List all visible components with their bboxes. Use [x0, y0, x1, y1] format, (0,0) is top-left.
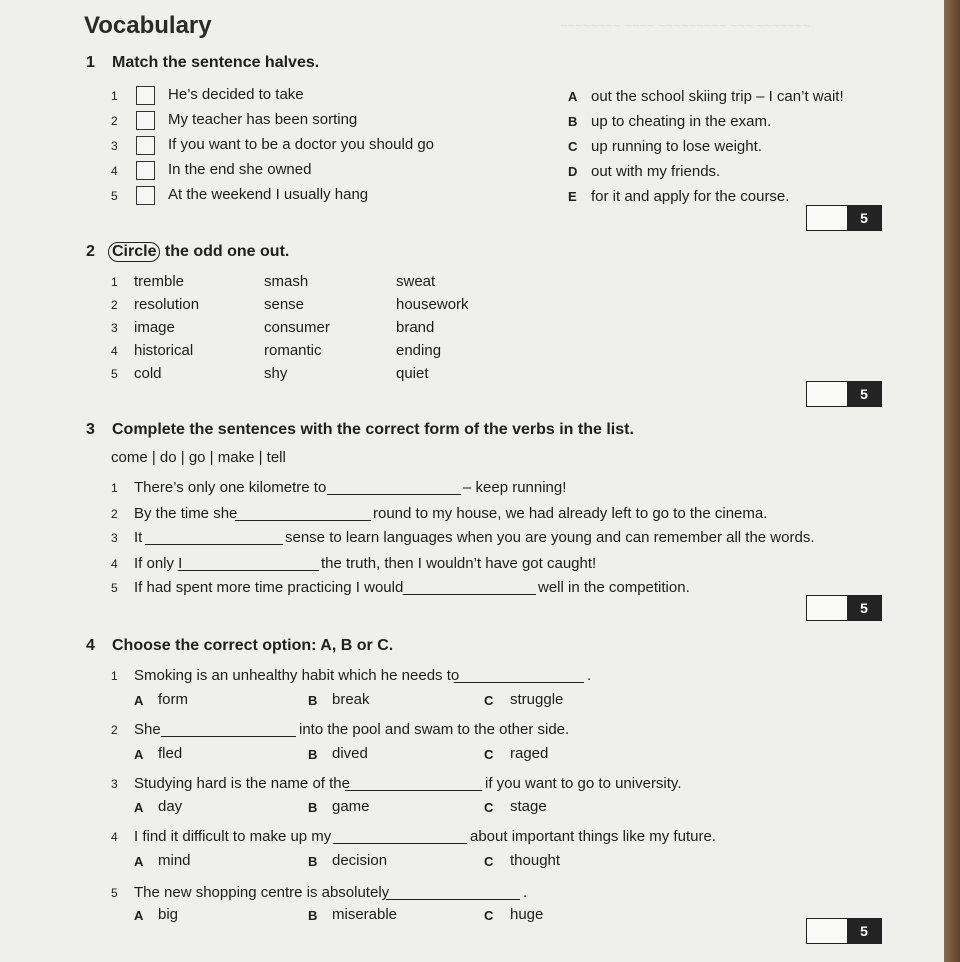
- answer-box[interactable]: [136, 136, 155, 155]
- sentence-first-half: At the weekend I usually hang: [168, 186, 369, 203]
- sentence-start: It: [134, 529, 143, 546]
- option-letter: B: [308, 747, 318, 762]
- option-letter: C: [484, 800, 494, 815]
- bleed-through-texture: ~~~~~~~~ ~~~~ ~~~~~~~~~ ~~~ ~~~~~~~: [560, 18, 810, 33]
- answer-option[interactable]: stage: [510, 798, 547, 815]
- answer-option[interactable]: mind: [158, 852, 191, 869]
- item-number: 3: [111, 777, 118, 791]
- option-letter: C: [568, 139, 578, 154]
- answer-option[interactable]: decision: [332, 852, 388, 869]
- answer-option[interactable]: thought: [510, 852, 561, 869]
- option-letter: B: [308, 800, 318, 815]
- item-number: 1: [111, 669, 118, 683]
- item-number: 4: [111, 830, 118, 844]
- question-end: .: [523, 884, 528, 901]
- sentence-end: well in the competition.: [538, 579, 690, 596]
- answer-blank[interactable]: [178, 558, 319, 571]
- exercise-1-heading: [86, 54, 319, 72]
- sentence-start: If had spent more time practicing I would: [134, 579, 404, 596]
- answer-blank[interactable]: [161, 724, 296, 737]
- exercise-instruction: Match the sentence halves.: [112, 54, 320, 71]
- score-value: 5: [847, 596, 881, 620]
- answer-option[interactable]: day: [158, 798, 183, 815]
- question-start: I find it difficult to make up my: [134, 828, 332, 845]
- score-value: 5: [847, 206, 881, 230]
- item-number: 3: [111, 531, 118, 545]
- item-number: 4: [111, 557, 118, 571]
- answer-option[interactable]: break: [332, 691, 370, 708]
- exercise-instruction: the odd one out.: [164, 243, 290, 260]
- exercise-number: 3: [86, 421, 95, 438]
- option-letter: C: [484, 693, 494, 708]
- option-letter: B: [308, 908, 318, 923]
- table-edge: [944, 0, 960, 962]
- word-option[interactable]: sweat: [396, 273, 436, 290]
- word-option[interactable]: tremble: [134, 273, 185, 290]
- answer-blank[interactable]: [333, 831, 467, 844]
- answer-option[interactable]: struggle: [510, 691, 564, 708]
- option-letter: A: [134, 800, 144, 815]
- word-option[interactable]: image: [134, 319, 175, 336]
- sentence-second-half: for it and apply for the course.: [591, 188, 790, 205]
- sentence-first-half: If you want to be a doctor you should go: [168, 136, 435, 153]
- item-number: 2: [111, 723, 118, 737]
- sentence-second-half: out with my friends.: [591, 163, 721, 180]
- exercise-number: 4: [86, 637, 95, 654]
- answer-blank[interactable]: [403, 582, 536, 595]
- answer-option[interactable]: huge: [510, 906, 544, 923]
- answer-blank[interactable]: [386, 887, 520, 900]
- option-letter: B: [568, 114, 578, 129]
- item-number: 1: [111, 89, 118, 103]
- question-start: The new shopping centre is absolutely: [134, 884, 390, 901]
- exercise-4-heading: [86, 637, 393, 655]
- option-letter: C: [484, 908, 494, 923]
- item-number: 4: [111, 344, 118, 358]
- circled-word: Circle: [108, 242, 160, 262]
- word-option[interactable]: sense: [264, 296, 305, 313]
- exercise-3-heading: [86, 421, 634, 439]
- item-number: 5: [111, 367, 118, 381]
- item-number: 5: [111, 581, 118, 595]
- word-option[interactable]: consumer: [264, 319, 330, 336]
- answer-option[interactable]: form: [158, 691, 188, 708]
- sentence-first-half: In the end she owned: [168, 161, 312, 178]
- option-letter: A: [568, 89, 578, 104]
- answer-box[interactable]: [136, 111, 155, 130]
- answer-option[interactable]: dived: [332, 745, 368, 762]
- word-option[interactable]: resolution: [134, 296, 200, 313]
- answer-option[interactable]: fled: [158, 745, 183, 762]
- sentence-end: the truth, then I wouldn’t have got caught!: [321, 555, 597, 572]
- option-letter: A: [134, 693, 144, 708]
- sentence-end: – keep running!: [463, 479, 567, 496]
- sentence-second-half: up to cheating in the exam.: [591, 113, 772, 130]
- option-letter: C: [484, 747, 494, 762]
- score-value: 5: [847, 919, 881, 943]
- word-option[interactable]: brand: [396, 319, 435, 336]
- item-number: 2: [111, 507, 118, 521]
- option-letter: A: [134, 908, 144, 923]
- exercise-instruction: Complete the sentences with the correct form of the verbs in the list.: [112, 421, 634, 438]
- word-option[interactable]: housework: [396, 296, 469, 313]
- sentence-first-half: He’s decided to take: [168, 86, 304, 103]
- score-box-ex2[interactable]: [806, 381, 882, 407]
- question-end: into the pool and swam to the other side.: [299, 721, 570, 738]
- answer-blank[interactable]: [454, 670, 584, 683]
- option-letter: A: [134, 854, 144, 869]
- sentence-start: There’s only one kilometre to: [134, 479, 327, 496]
- question-end: .: [587, 667, 592, 684]
- answer-blank[interactable]: [145, 532, 283, 545]
- answer-box[interactable]: [136, 186, 155, 205]
- answer-blank[interactable]: [235, 508, 371, 521]
- sentence-first-half: My teacher has been sorting: [168, 111, 358, 128]
- item-number: 2: [111, 298, 118, 312]
- answer-option[interactable]: miserable: [332, 906, 398, 923]
- question-start: Smoking is an unhealthy habit which he needs to: [134, 667, 460, 684]
- word-option[interactable]: historical: [134, 342, 194, 359]
- word-option[interactable]: ending: [396, 342, 442, 359]
- item-number: 5: [111, 886, 118, 900]
- option-letter: B: [308, 693, 318, 708]
- item-number: 2: [111, 114, 118, 128]
- word-option[interactable]: smash: [264, 273, 309, 290]
- word-option[interactable]: quiet: [396, 365, 429, 382]
- word-option[interactable]: cold: [134, 365, 162, 382]
- score-box-ex1[interactable]: [806, 205, 882, 231]
- option-letter: B: [308, 854, 318, 869]
- exercise-number: 1: [86, 54, 95, 71]
- question-start: She: [134, 721, 161, 738]
- score-box-ex3[interactable]: [806, 595, 882, 621]
- answer-option[interactable]: big: [158, 906, 179, 923]
- answer-option[interactable]: game: [332, 798, 370, 815]
- sentence-start: If only I: [134, 555, 183, 572]
- answer-option[interactable]: raged: [510, 745, 549, 762]
- score-value: 5: [847, 382, 881, 406]
- word-option[interactable]: romantic: [264, 342, 322, 359]
- word-option[interactable]: shy: [264, 365, 288, 382]
- option-letter: C: [484, 854, 494, 869]
- verb-word-list: come | do | go | make | tell: [111, 449, 286, 466]
- exercise-number: 2: [86, 243, 95, 260]
- page-title: Vocabulary: [84, 12, 212, 39]
- score-box-ex4[interactable]: [806, 918, 882, 944]
- exercise-instruction: Choose the correct option: A, B or C.: [112, 637, 394, 654]
- exercise-2-heading: [86, 242, 289, 262]
- option-letter: A: [134, 747, 144, 762]
- option-letter: E: [568, 189, 577, 204]
- question-end: about important things like my future.: [470, 828, 716, 845]
- answer-blank[interactable]: [345, 778, 482, 791]
- item-number: 3: [111, 139, 118, 153]
- item-number: 5: [111, 189, 118, 203]
- item-number: 4: [111, 164, 118, 178]
- question-start: Studying hard is the name of the: [134, 775, 350, 792]
- sentence-end: sense to learn languages when you are young and can remember all the words.: [285, 529, 815, 546]
- question-end: if you want to go to university.: [485, 775, 682, 792]
- answer-box[interactable]: [136, 86, 155, 105]
- answer-box[interactable]: [136, 161, 155, 180]
- sentence-second-half: up running to lose weight.: [591, 138, 762, 155]
- item-number: 1: [111, 275, 118, 289]
- sentence-start: By the time she: [134, 505, 238, 522]
- sentence-end: round to my house, we had already left to go to the cinema.: [373, 505, 768, 522]
- item-number: 3: [111, 321, 118, 335]
- item-number: 1: [111, 481, 118, 495]
- sentence-second-half: out the school skiing trip – I can’t wait!: [591, 88, 844, 105]
- answer-blank[interactable]: [327, 482, 461, 495]
- option-letter: D: [568, 164, 578, 179]
